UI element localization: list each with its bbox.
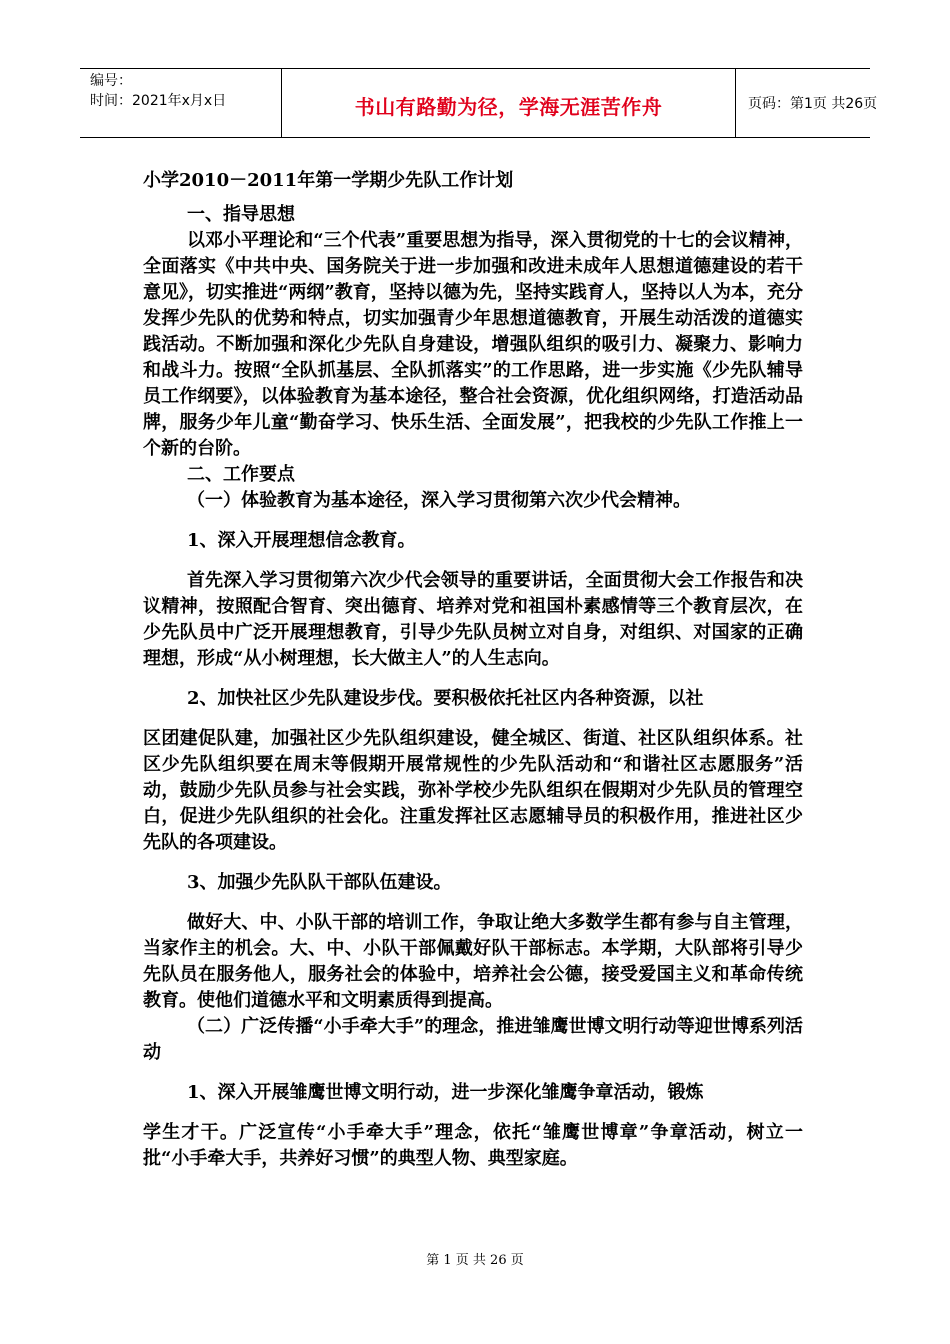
section-heading-work-points: 二、工作要点 <box>187 464 295 485</box>
header-meta-cell <box>80 69 282 137</box>
section-heading-guiding-ideology: 一、指导思想 <box>187 204 295 225</box>
item-heading-1: 1、深入开展理想信念教育。 <box>187 530 416 551</box>
header-motto-cell <box>282 69 736 137</box>
paragraph-item-4: 学生才干。广泛宣传“小手牵大手”理念，依托“雏鹰世博章”争章活动，树立一批“小手牵大手，共养好习惯”的典型人物、典型家庭。 <box>143 1122 803 1169</box>
document-title: 小学2010－2011年第一学期少先队工作计划 <box>143 170 514 191</box>
item-heading-3: 3、加强少先队队干部队伍建设。 <box>187 872 452 893</box>
subsection-heading-1: （一）体验教育为基本途径，深入学习贯彻第六次少代会精神。 <box>187 490 691 511</box>
document-body <box>143 168 803 1172</box>
page-info: 页码：第1页 共26页 <box>748 96 878 112</box>
paragraph-item-1: 首先深入学习贯彻第六次少代会领导的重要讲话，全面贯彻大会工作报告和决议精神，按照配合智育、突出德育、培养对党和祖国朴素感情等三个教育层次，在少先队员中广泛开展理想教育，引导少先队员树立对自身，对组织、对国家的正确理想，形成“从小树理想，长大做主人”的人生志向。 <box>143 570 803 669</box>
time-label: 时间：2021年x月x日 <box>90 93 227 109</box>
item-2-first-line: 2、加快社区少先队建设步伐。要积极依托社区内各种资源，以社 <box>187 688 704 709</box>
header-page-cell <box>736 69 878 137</box>
page-footer: 第 1 页 共 26 页 <box>426 1253 524 1268</box>
motto-text: 书山有路勤为径，学海无涯苦作舟 <box>354 95 663 119</box>
subsection-heading-2: （二）广泛传播“小手牵大手”的理念，推进雏鹰世博文明行动等迎世博系列活动 <box>143 1016 803 1063</box>
item-4-first-line: 1、深入开展雏鹰世博文明行动，进一步深化雏鹰争章活动，锻炼 <box>187 1082 704 1103</box>
paragraph-item-3: 做好大、中、小队干部的培训工作，争取让绝大多数学生都有参与自主管理，当家作主的机会。大、中、小队干部佩戴好队干部标志。本学期，大队部将引导少先队员在服务他人，服务社会的体验中，培养社会公德，接受爱国主义和革命传统教育。使他们道德水平和文明素质得到提高。 <box>143 912 803 1011</box>
paragraph-guiding-ideology: 以邓小平理论和“三个代表”重要思想为指导，深入贯彻党的十七的会议精神，全面落实《中共中央、国务院关于进一步加强和改进未成年人思想道德建设的若干意见》，切实推进“两纲”教育，坚持以德为先，坚持实践育人，坚持以人为本，充分发挥少先队的优势和特点，切实加强青少年思想道德教育，开展生动活泼的道德实践活动。不断加强和深化少先队自身建设，增强队组织的吸引力、凝聚力、影响力和战斗力。按照“全队抓基层、全队抓落实”的工作思路，进一步实施《少先队辅导员工作纲要》，以体验教育为基本途径，整合社会资源，优化组织网络，打造活动品牌，服务少年儿童“勤奋学习、快乐生活、全面发展”，把我校的少先队工作推上一个新的台阶。 <box>143 230 803 459</box>
paragraph-item-2: 区团建促队建，加强社区少先队组织建设，健全城区、街道、社区队组织体系。社区少先队组织要在周末等假期开展常规性的少先队活动和“和谐社区志愿服务”活动，鼓励少先队员参与社会实践，弥补学校少先队组织在假期对少先队员的管理空白，促进少先队组织的社会化。注重发挥社区志愿辅导员的积极作用，推进社区少先队的各项建设。 <box>143 728 803 853</box>
document-header-table <box>80 68 878 138</box>
code-label: 编号： <box>90 73 132 89</box>
